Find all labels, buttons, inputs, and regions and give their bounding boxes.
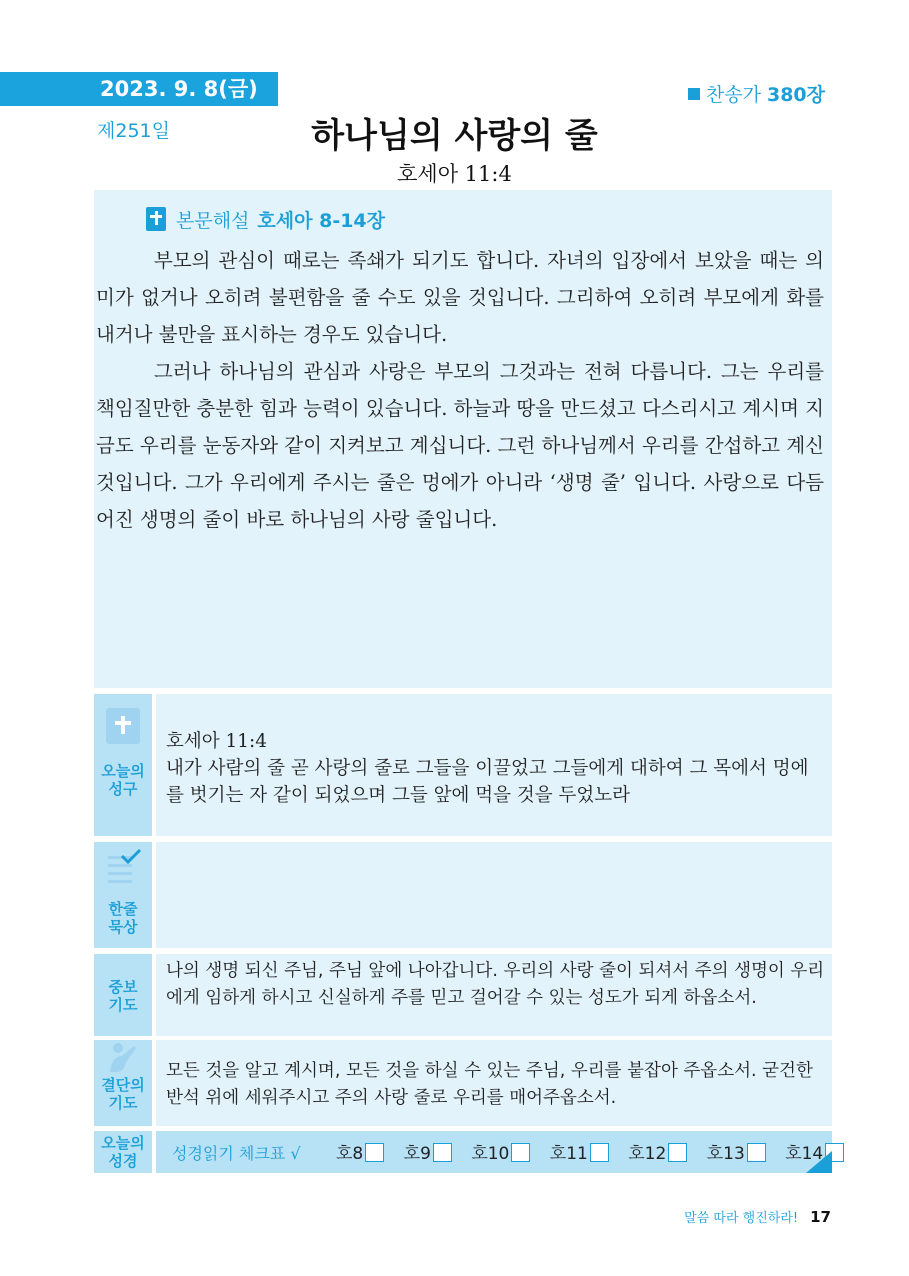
verse-content <box>156 694 832 836</box>
resolution-label <box>94 1076 152 1112</box>
reading-item-label: 호9 <box>403 1144 431 1164</box>
checklist-icon <box>104 848 140 890</box>
commentary-paragraph: 그러나 하나님의 관심과 사랑은 부모의 그것과는 전혀 다릅니다. 그는 우리를 책임질만한 충분한 힘과 능력이 있습니다. 하늘과 땅을 만드셨고 다스리시고 계시며 지금도 우리를 눈동자와 같이 지켜보고 계십니다. 그런 하나님께서 우리를 간섭하고 계신 것입니다. 그가 우리에게 주시는 줄은 멍에가 아니라 ‘생명 줄’ 입니다. 사랑으로 다듬어진 생명의 줄이 바로 하나님의 사랑 줄입니다. <box>96 360 824 531</box>
verse-row <box>94 694 832 836</box>
reading-item[interactable] <box>550 1139 609 1164</box>
verse-text-block <box>166 728 826 809</box>
meditation-label-line2: 묵상 <box>108 918 138 936</box>
verse-label-line2: 성구 <box>108 780 138 798</box>
reading-item[interactable] <box>336 1139 384 1164</box>
day-count: 제251일 <box>97 120 170 142</box>
verse-label-panel <box>94 694 152 836</box>
reading-check-title: 성경읽기 체크표 √ <box>172 1144 301 1163</box>
date-banner: 2023. 9. 8(금) <box>0 72 278 106</box>
scripture-reference: 호세아 11:4 <box>397 162 512 186</box>
hymn-prefix: 찬송가 <box>705 84 761 106</box>
meditation-label-line1: 한줄 <box>108 900 138 918</box>
commentary-passage: 호세아 8-14장 <box>257 210 385 232</box>
corner-fold-icon <box>806 1151 832 1173</box>
meditation-label <box>94 900 152 936</box>
reading-check-items <box>336 1139 858 1164</box>
reading-content <box>156 1131 832 1173</box>
commentary-paragraph: 부모의 관심이 때로는 족쇄가 되기도 합니다. 자녀의 입장에서 보았을 때는 의미가 없거나 오히려 불편함을 줄 수도 있을 것입니다. 그리하여 오히려 부모에게 화를 내거나 불만을 표시하는 경우도 있습니다. <box>96 249 824 346</box>
intercession-label-line2: 기도 <box>108 996 138 1014</box>
intercession-text: 나의 생명 되신 주님, 주님 앞에 나아갑니다. 우리의 사랑 줄이 되셔서 주의 생명이 우리에게 임하게 하시고 신실하게 주를 믿고 걸어갈 수 있는 성도가 되게 하옵소서. <box>166 961 825 1008</box>
reading-item-label: 호8 <box>336 1144 364 1164</box>
reading-item-label: 호11 <box>549 1144 588 1164</box>
intercession-label <box>94 978 152 1014</box>
reading-label-panel <box>94 1131 152 1173</box>
meditation-content[interactable] <box>156 842 832 948</box>
reading-item-label: 호12 <box>628 1144 667 1164</box>
checkmark-icon <box>118 848 154 868</box>
resolution-row <box>94 1040 832 1126</box>
reading-label <box>94 1134 152 1170</box>
resolution-label-line2: 기도 <box>108 1094 138 1112</box>
square-bullet-icon <box>688 88 700 100</box>
reading-item[interactable] <box>404 1139 452 1164</box>
page-title: 하나님의 사랑의 줄 <box>311 116 598 156</box>
reading-checkbox[interactable] <box>590 1143 609 1162</box>
resolution-label-panel <box>94 1040 152 1126</box>
footer-motto: 말씀 따라 행진하라! <box>684 1211 799 1226</box>
commentary-label: 본문해설 <box>176 210 250 232</box>
reading-item-label: 호10 <box>471 1144 510 1164</box>
verse-label <box>94 762 152 798</box>
resolution-label-line1: 결단의 <box>101 1076 145 1094</box>
reading-checkbox[interactable] <box>511 1143 530 1162</box>
reading-checkbox[interactable] <box>747 1143 766 1162</box>
commentary-body <box>96 242 824 538</box>
meditation-row <box>94 842 832 948</box>
reading-checkbox[interactable] <box>365 1143 384 1162</box>
resolution-text: 모든 것을 알고 계시며, 모든 것을 하실 수 있는 주님, 우리를 붙잡아 주옵소서. 굳건한 반석 위에 세워주시고 주의 사랑 줄로 우리를 매어주옵소서. <box>166 1061 813 1108</box>
intercession-content <box>156 954 832 1036</box>
reading-item-label: 호13 <box>706 1144 745 1164</box>
reading-label-line1: 오늘의 <box>101 1134 145 1152</box>
resolution-content <box>156 1040 832 1126</box>
reading-label-line2: 성경 <box>108 1152 138 1170</box>
verse-label-line1: 오늘의 <box>101 762 145 780</box>
verse-text: 내가 사람의 줄 곧 사랑의 줄로 그들을 이끌었고 그들에게 대하여 그 목에서 멍에를 벗기는 자 같이 되었으며 그들 앞에 먹을 것을 두었노라 <box>166 758 809 806</box>
page-footer <box>684 1207 831 1226</box>
reading-item[interactable] <box>628 1139 687 1164</box>
intercession-label-panel <box>94 954 152 1036</box>
meditation-label-panel <box>94 842 152 948</box>
commentary-heading <box>146 206 385 233</box>
reading-checkbox[interactable] <box>433 1143 452 1162</box>
commentary-panel <box>94 190 832 688</box>
reading-check-row <box>94 1131 832 1173</box>
praying-person-icon <box>106 1042 140 1076</box>
reading-item[interactable] <box>707 1139 766 1164</box>
page-number: 17 <box>810 1208 831 1226</box>
bible-icon <box>106 708 140 744</box>
bible-cross-icon <box>146 207 166 231</box>
reading-item[interactable] <box>471 1139 530 1164</box>
verse-ref: 호세아 11:4 <box>166 731 268 752</box>
hymn-reference <box>688 80 825 107</box>
intercession-label-line1: 중보 <box>108 978 138 996</box>
intercession-row <box>94 954 832 1036</box>
reading-checkbox[interactable] <box>668 1143 687 1162</box>
reading-item-label: 호14 <box>785 1144 824 1164</box>
hymn-number: 380장 <box>766 84 825 106</box>
